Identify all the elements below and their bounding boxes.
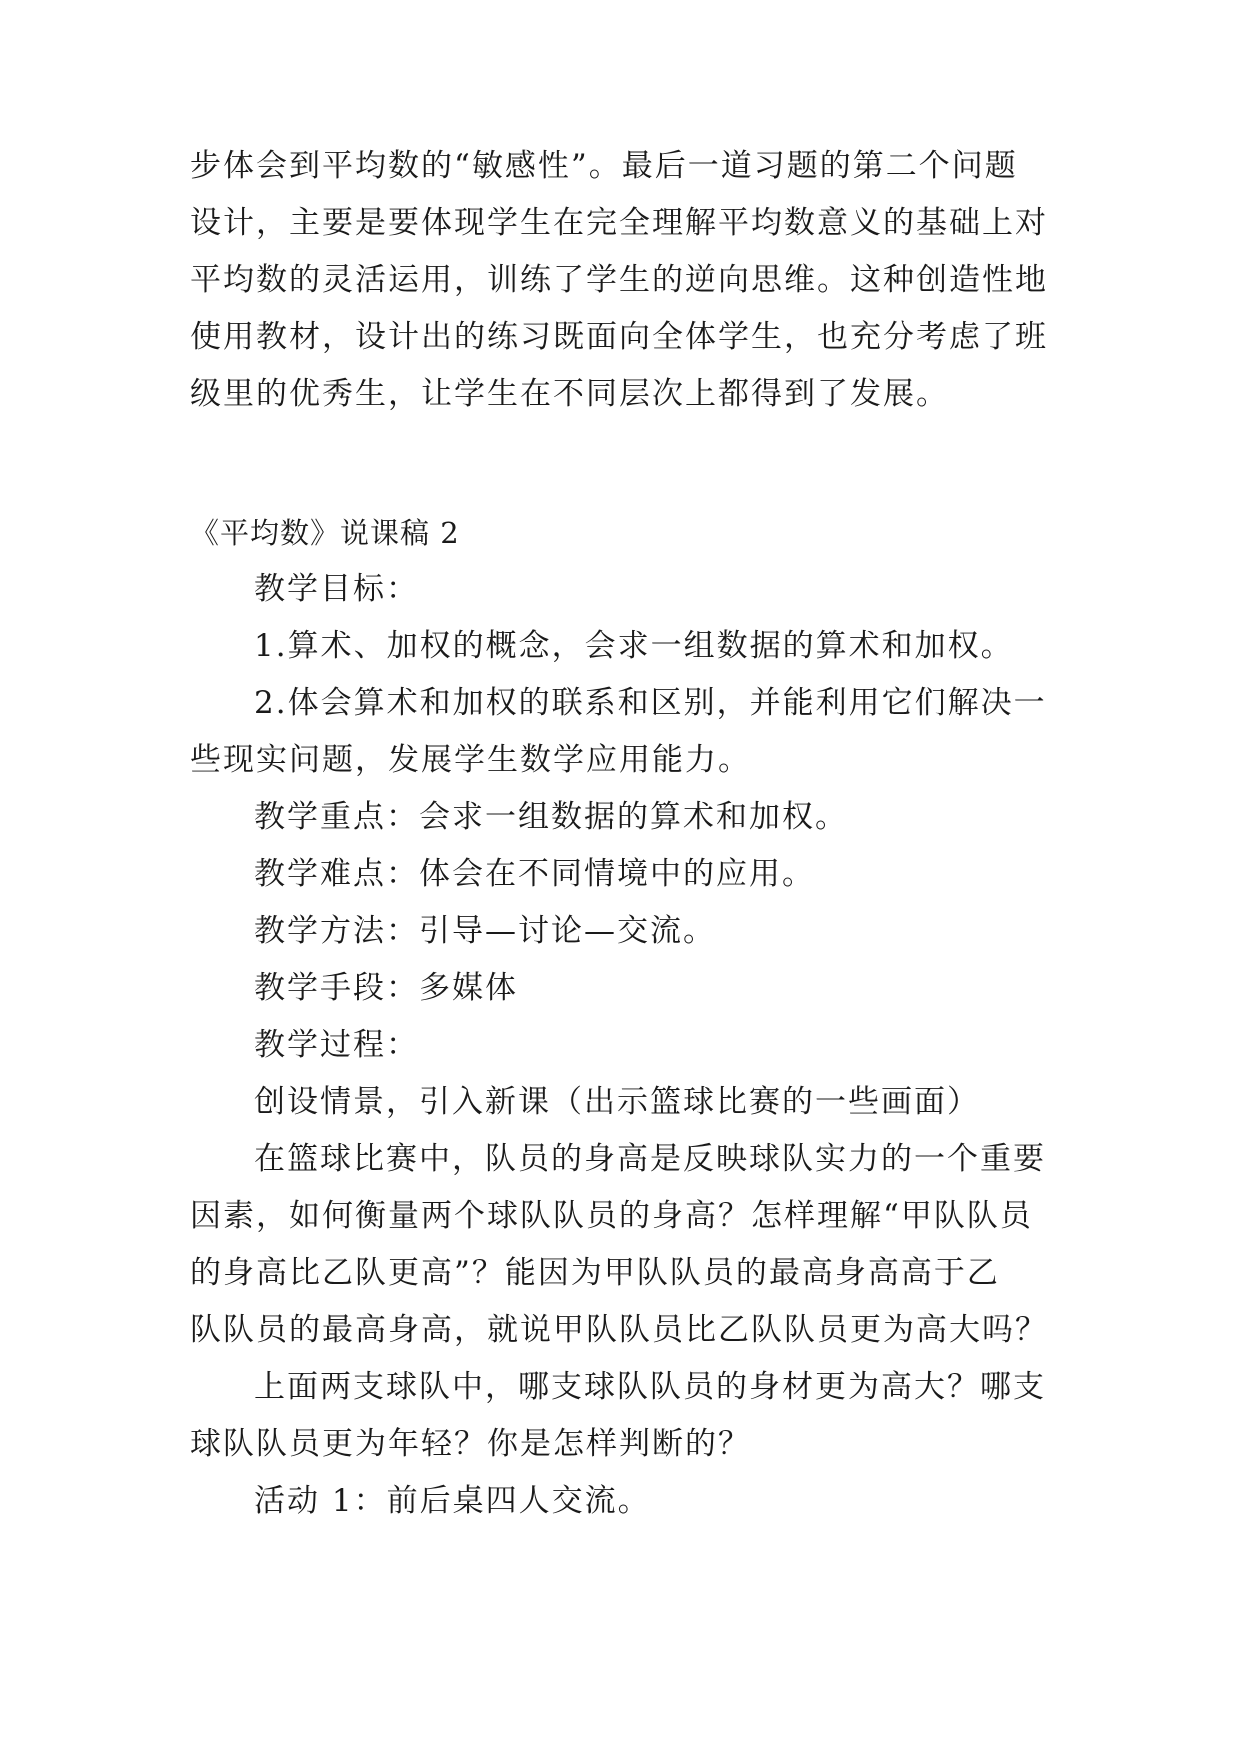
section-title: 《平均数》说课稿 2 xyxy=(190,516,460,550)
question-paragraph-line-2: 球队队员更为年轻？你是怎样判断的？ xyxy=(190,1426,751,1462)
intro-paragraph-line-3: 平均数的灵活运用，训练了学生的逆向思维。这种创造性地 xyxy=(190,262,1048,298)
process-heading: 教学过程： xyxy=(254,1027,419,1063)
goal-2-line-1: 2.体会算术和加权的联系和区别，并能利用它们解决一 xyxy=(254,685,1047,721)
teaching-method: 教学方法：引导—讨论—交流。 xyxy=(254,913,716,949)
question-paragraph-line-1: 上面两支球队中，哪支球队队员的身材更为高大？哪支 xyxy=(254,1369,1046,1405)
basketball-paragraph-line-1: 在篮球比赛中，队员的身高是反映球队实力的一个重要 xyxy=(254,1141,1046,1177)
goal-1: 1.算术、加权的概念，会求一组数据的算术和加权。 xyxy=(254,628,1014,664)
basketball-paragraph-line-4: 队队员的最高身高，就说甲队队员比乙队队员更为高大吗？ xyxy=(190,1312,1048,1348)
intro-paragraph-line-2: 设计，主要是要体现学生在完全理解平均数意义的基础上对 xyxy=(190,205,1048,241)
basketball-paragraph-line-3: 的身高比乙队更高”？能因为甲队队员的最高身高高于乙 xyxy=(190,1255,1000,1291)
intro-paragraph-line-5: 级里的优秀生，让学生在不同层次上都得到了发展。 xyxy=(190,376,949,412)
teaching-means: 教学手段：多媒体 xyxy=(254,970,518,1006)
goals-heading: 教学目标： xyxy=(254,571,419,607)
goal-2-line-2: 些现实问题，发展学生数学应用能力。 xyxy=(190,742,751,778)
key-point: 教学重点：会求一组数据的算术和加权。 xyxy=(254,799,848,835)
intro-paragraph-line-1: 步体会到平均数的“敏感性”。最后一道习题的第二个问题 xyxy=(190,148,1018,184)
basketball-paragraph-line-2: 因素，如何衡量两个球队队员的身高？怎样理解“甲队队员 xyxy=(190,1198,1033,1234)
difficult-point: 教学难点：体会在不同情境中的应用。 xyxy=(254,856,815,892)
scenario: 创设情景，引入新课（出示篮球比赛的一些画面） xyxy=(254,1084,980,1120)
intro-paragraph-line-4: 使用教材，设计出的练习既面向全体学生，也充分考虑了班 xyxy=(190,319,1048,355)
activity-1: 活动 1：前后桌四人交流。 xyxy=(254,1483,651,1519)
